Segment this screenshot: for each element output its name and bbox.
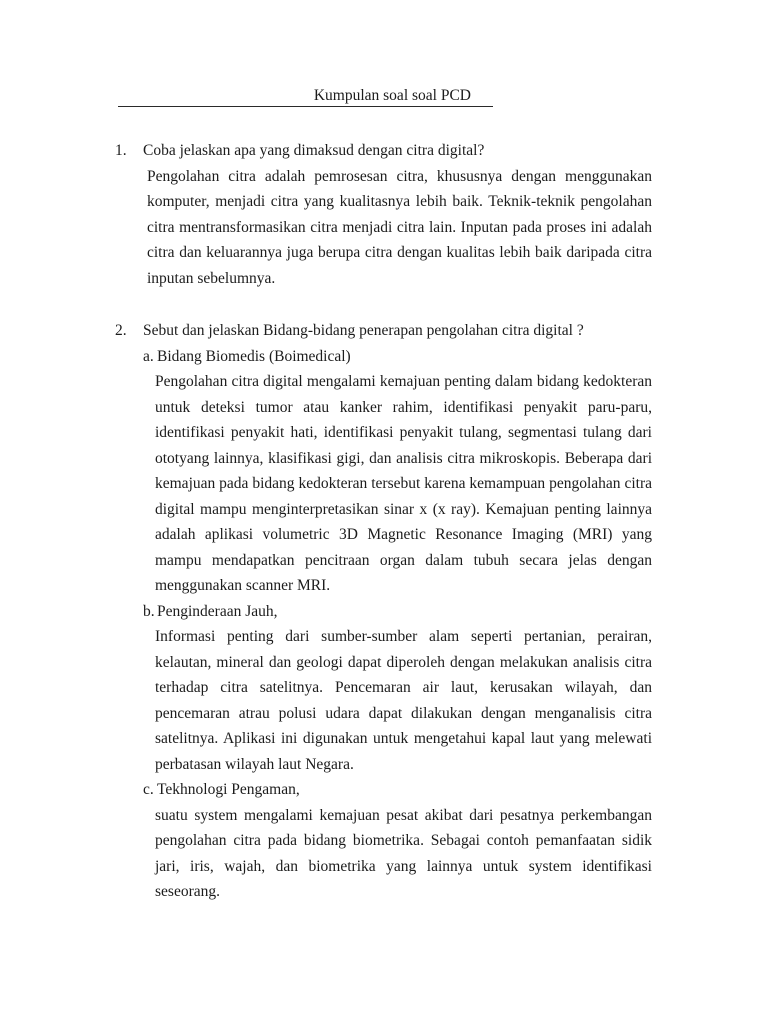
sub-item-c xyxy=(143,777,652,905)
question-1-text: Coba jelaskan apa yang dimaksud dengan citra digital? xyxy=(143,142,485,159)
document-title-underline xyxy=(118,86,493,107)
question-1-answer: Pengolahan citra adalah pemrosesan citra, khususnya dengan menggunakan komputer, menjadi citra yang kualitasnya lebih baik. Teknik-teknik pengolahan citra mentransformasikan citra menjadi citra lain. Inputan pada proses ini adalah citra dan keluarannya juga berupa citra dengan kualitas lebih baik daripada citra inputan sebelumnya. xyxy=(147,167,652,287)
sub-item-a-letter: a. xyxy=(143,347,154,365)
sub-item-a-heading-row xyxy=(143,344,652,370)
sub-item-c-heading-row xyxy=(143,777,652,803)
question-1-number: 1. xyxy=(115,142,127,159)
sub-item-b xyxy=(143,599,652,778)
sub-item-a-heading: Bidang Biomedis (Boimedical) xyxy=(157,347,351,365)
sub-item-b-heading-row xyxy=(143,599,652,625)
sub-item-c-body: suatu system mengalami kemajuan pesat akibat dari pesatnya perkembangan pengolahan citra pada bidang biometrika. Sebagai contoh pemanfaatan sidik jari, iris, wajah, dan biometrika yang lainnya untuk system identifikasi seseorang. xyxy=(155,806,652,900)
question-2-text: Sebut dan jelaskan Bidang-bidang penerapan pengolahan citra digital ? xyxy=(143,322,584,339)
sub-item-a xyxy=(143,344,652,599)
sub-item-c-letter: c. xyxy=(143,781,154,798)
sub-item-b-body: Informasi penting dari sumber-sumber alam seperti pertanian, perairan, kelautan, mineral dan geologi dapat diperoleh dengan melakukan analisis citra terhadap citra satelitnya. Pencemaran air laut, kerusakan wilayah, dan pencemaran atrau polusi udara dapat dilakukan dengan menganalisis citra satelitnya. Aplikasi ini digunakan untuk mengetahui kapal laut yang melewati perbatasan wilayah laut Negara. xyxy=(155,628,652,773)
document-title: Kumpulan soal soal PCD xyxy=(313,87,471,104)
question-2-number: 2. xyxy=(115,322,127,339)
sub-item-b-heading: Penginderaan Jauh, xyxy=(157,602,278,620)
sub-item-c-heading: Tekhnologi Pengaman, xyxy=(157,781,300,798)
question-2 xyxy=(115,318,652,344)
question-1 xyxy=(115,138,652,164)
sub-item-b-letter: b. xyxy=(143,602,155,620)
document-content xyxy=(115,0,652,905)
sub-item-a-body: Pengolahan citra digital mengalami kemajuan penting dalam bidang kedokteran untuk deteksi tumor atau kanker rahim, identifikasi penyakit paru-paru, identifikasi penyakit hati, identifikasi penyakit tulang, segmentasi tulang dari ototyang lainnya, klasifikasi gigi, dan analisis citra mikroskopis. Beberapa dari kemajuan pada bidang kedokteran tersebut karena kemampuan pengolahan citra digital mampu menginterpretasikan sinar x (x ray). Kemajuan penting lainnya adalah aplikasi volumetric 3D Magnetic Resonance Imaging (MRI) yang mampu mendapatkan pencitraan organ dalam tubuh secara jelas dengan menggunakan scanner MRI. xyxy=(155,373,652,594)
